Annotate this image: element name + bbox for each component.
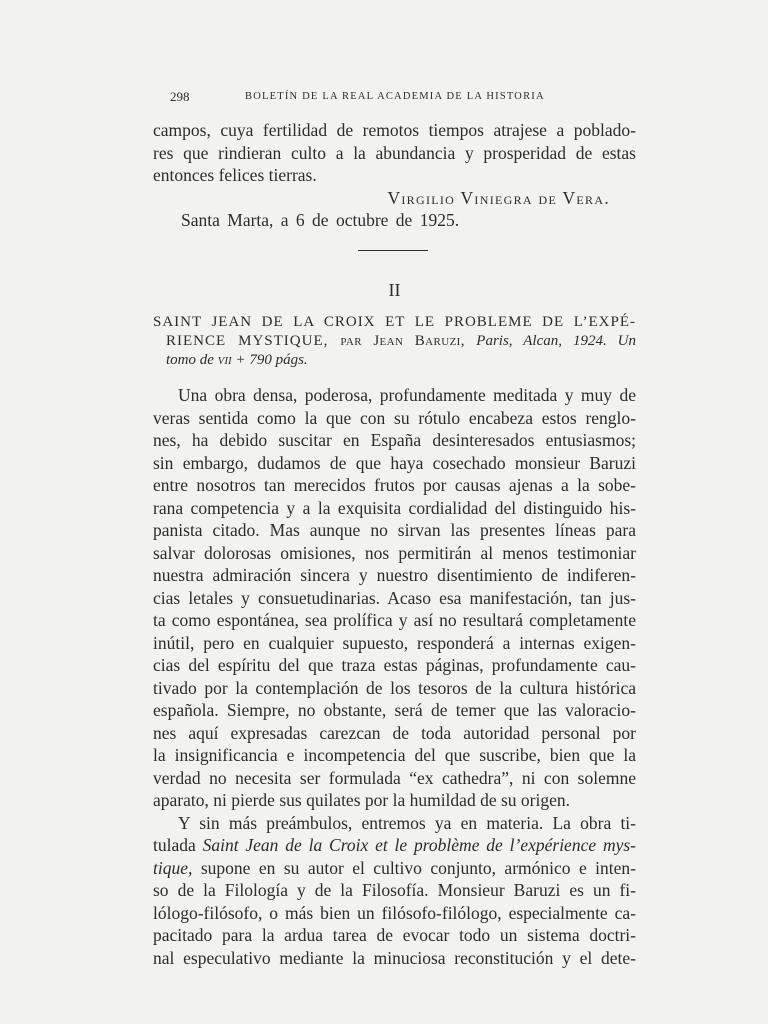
text-line: salvar dolorosas omisiones, nos permitirán al menos testimoniar	[153, 542, 636, 563]
text-line: pacitado para la ardua tarea de evocar todo un sistema doctri-	[153, 925, 636, 945]
text-line: cias letales y consuetudinarias. Acaso esa manifestación, tan jus-	[153, 587, 636, 608]
text-line: Y sin más preámbulos, entremos ya en materia. La obra ti-	[178, 812, 636, 833]
author-signature: Virgilio Viniegra de Vera.	[387, 187, 610, 208]
caps-text-run: SAINT JEAN DE LA CROIX ET LE PROBLEME DE L’EXPÉ-	[153, 314, 636, 330]
text-run: tulada	[153, 835, 203, 855]
text-line: inútil, pero en cualquier supuesto, responderá a internas exigen-	[153, 632, 636, 653]
text-line: nal especulativo mediante la minuciosa reconstitución y el dete-	[153, 947, 636, 968]
text-line: rana competencia y a la exquisita cordialidad del distinguido his-	[153, 497, 636, 518]
text-line: la insignificancia e incompetencia del que suscribe, bien que la	[153, 745, 636, 765]
text-line: campos, cuya fertilidad de remotos tiempos atrajese a poblado-	[153, 120, 636, 140]
text-line: española. Siempre, no obstante, será de temer que las valoracio-	[153, 700, 636, 720]
text-line: tivado por la contemplación de los tesoros de la cultura histórica	[153, 677, 636, 698]
text-line: entre nosotros tan merecidos frutos por causas ajenas a la sobe-	[153, 475, 636, 495]
italic-text-run: + 790 págs.	[231, 352, 308, 368]
text-line	[153, 857, 636, 880]
closing-paragraph	[153, 119, 636, 187]
text-line: panista citado. Mas aunque no sirvan las presentes líneas para	[153, 520, 636, 540]
text-line	[153, 834, 636, 857]
text-line: Una obra densa, poderosa, profundamente meditada y muy de	[178, 385, 636, 405]
dateline: Santa Marta, a 6 de octubre de 1925.	[181, 210, 460, 230]
section-number: II	[388, 280, 401, 300]
heading-line	[153, 351, 636, 370]
review-heading	[153, 313, 636, 370]
text-line: so de la Filología y de la Filosofía. Monsieur Baruzi es un fi-	[153, 880, 636, 900]
italic-smallcaps-text-run: vii	[217, 352, 232, 368]
italic-text-run: Paris, Alcan, 1924. Un	[476, 333, 636, 349]
running-title: BOLETÍN DE LA REAL ACADEMIA DE LA HISTORIA	[245, 91, 545, 102]
heading-line	[153, 332, 636, 351]
section-divider	[358, 250, 428, 251]
text-line: veras sentida como la que con su rótulo encabeza estos renglo-	[153, 407, 636, 428]
italic-text-run: Saint Jean de la Croix et le problème de l’expérience mys-	[202, 835, 636, 855]
text-line: nuestra admiración sincera y nuestro disentimiento de indiferen-	[153, 565, 636, 585]
caps-text-run: RIENCE MYSTIQUE,	[166, 333, 341, 349]
heading-line	[153, 313, 636, 332]
page-number: 298	[170, 89, 190, 104]
text-line: lólogo-filósofo, o más bien un filósofo-filólogo, especialmente ca-	[153, 902, 636, 923]
text-line: res que rindieran culto a la abundancia y prosperidad de estas	[153, 142, 636, 163]
italic-text-run: tique,	[153, 857, 193, 878]
text-run: supone en su autor el cultivo conjunto, armónico e inten-	[192, 857, 636, 878]
previous-article-ending	[153, 119, 636, 232]
text-line: ta como espontánea, sea prolífica y así no resultará completamente	[153, 610, 636, 630]
review-body	[153, 384, 636, 969]
text-line: verdad no necesita ser formulada “ex cathedra”, ni con solemne	[153, 767, 636, 788]
smallcaps-text-run: par Jean Baruzi,	[340, 333, 477, 349]
text-line: sin embargo, dudamos de que haya cosechado monsieur Baruzi	[153, 452, 636, 473]
text-line: cias del espíritu del que traza estas páginas, profundamente cau-	[153, 655, 636, 675]
text-line: nes, ha debido suscitar en España desinteresados entusiasmos;	[153, 430, 636, 450]
paragraph	[153, 812, 636, 970]
italic-text-run: tomo de	[166, 352, 218, 368]
paragraph	[153, 384, 636, 812]
text-line: aparato, ni pierde sus quilates por la humildad de su origen.	[153, 790, 570, 810]
text-line: entonces felices tierras.	[153, 165, 317, 185]
running-header	[0, 89, 768, 105]
text-line: nes aquí expresadas carezcan de toda autoridad personal por	[153, 722, 636, 743]
